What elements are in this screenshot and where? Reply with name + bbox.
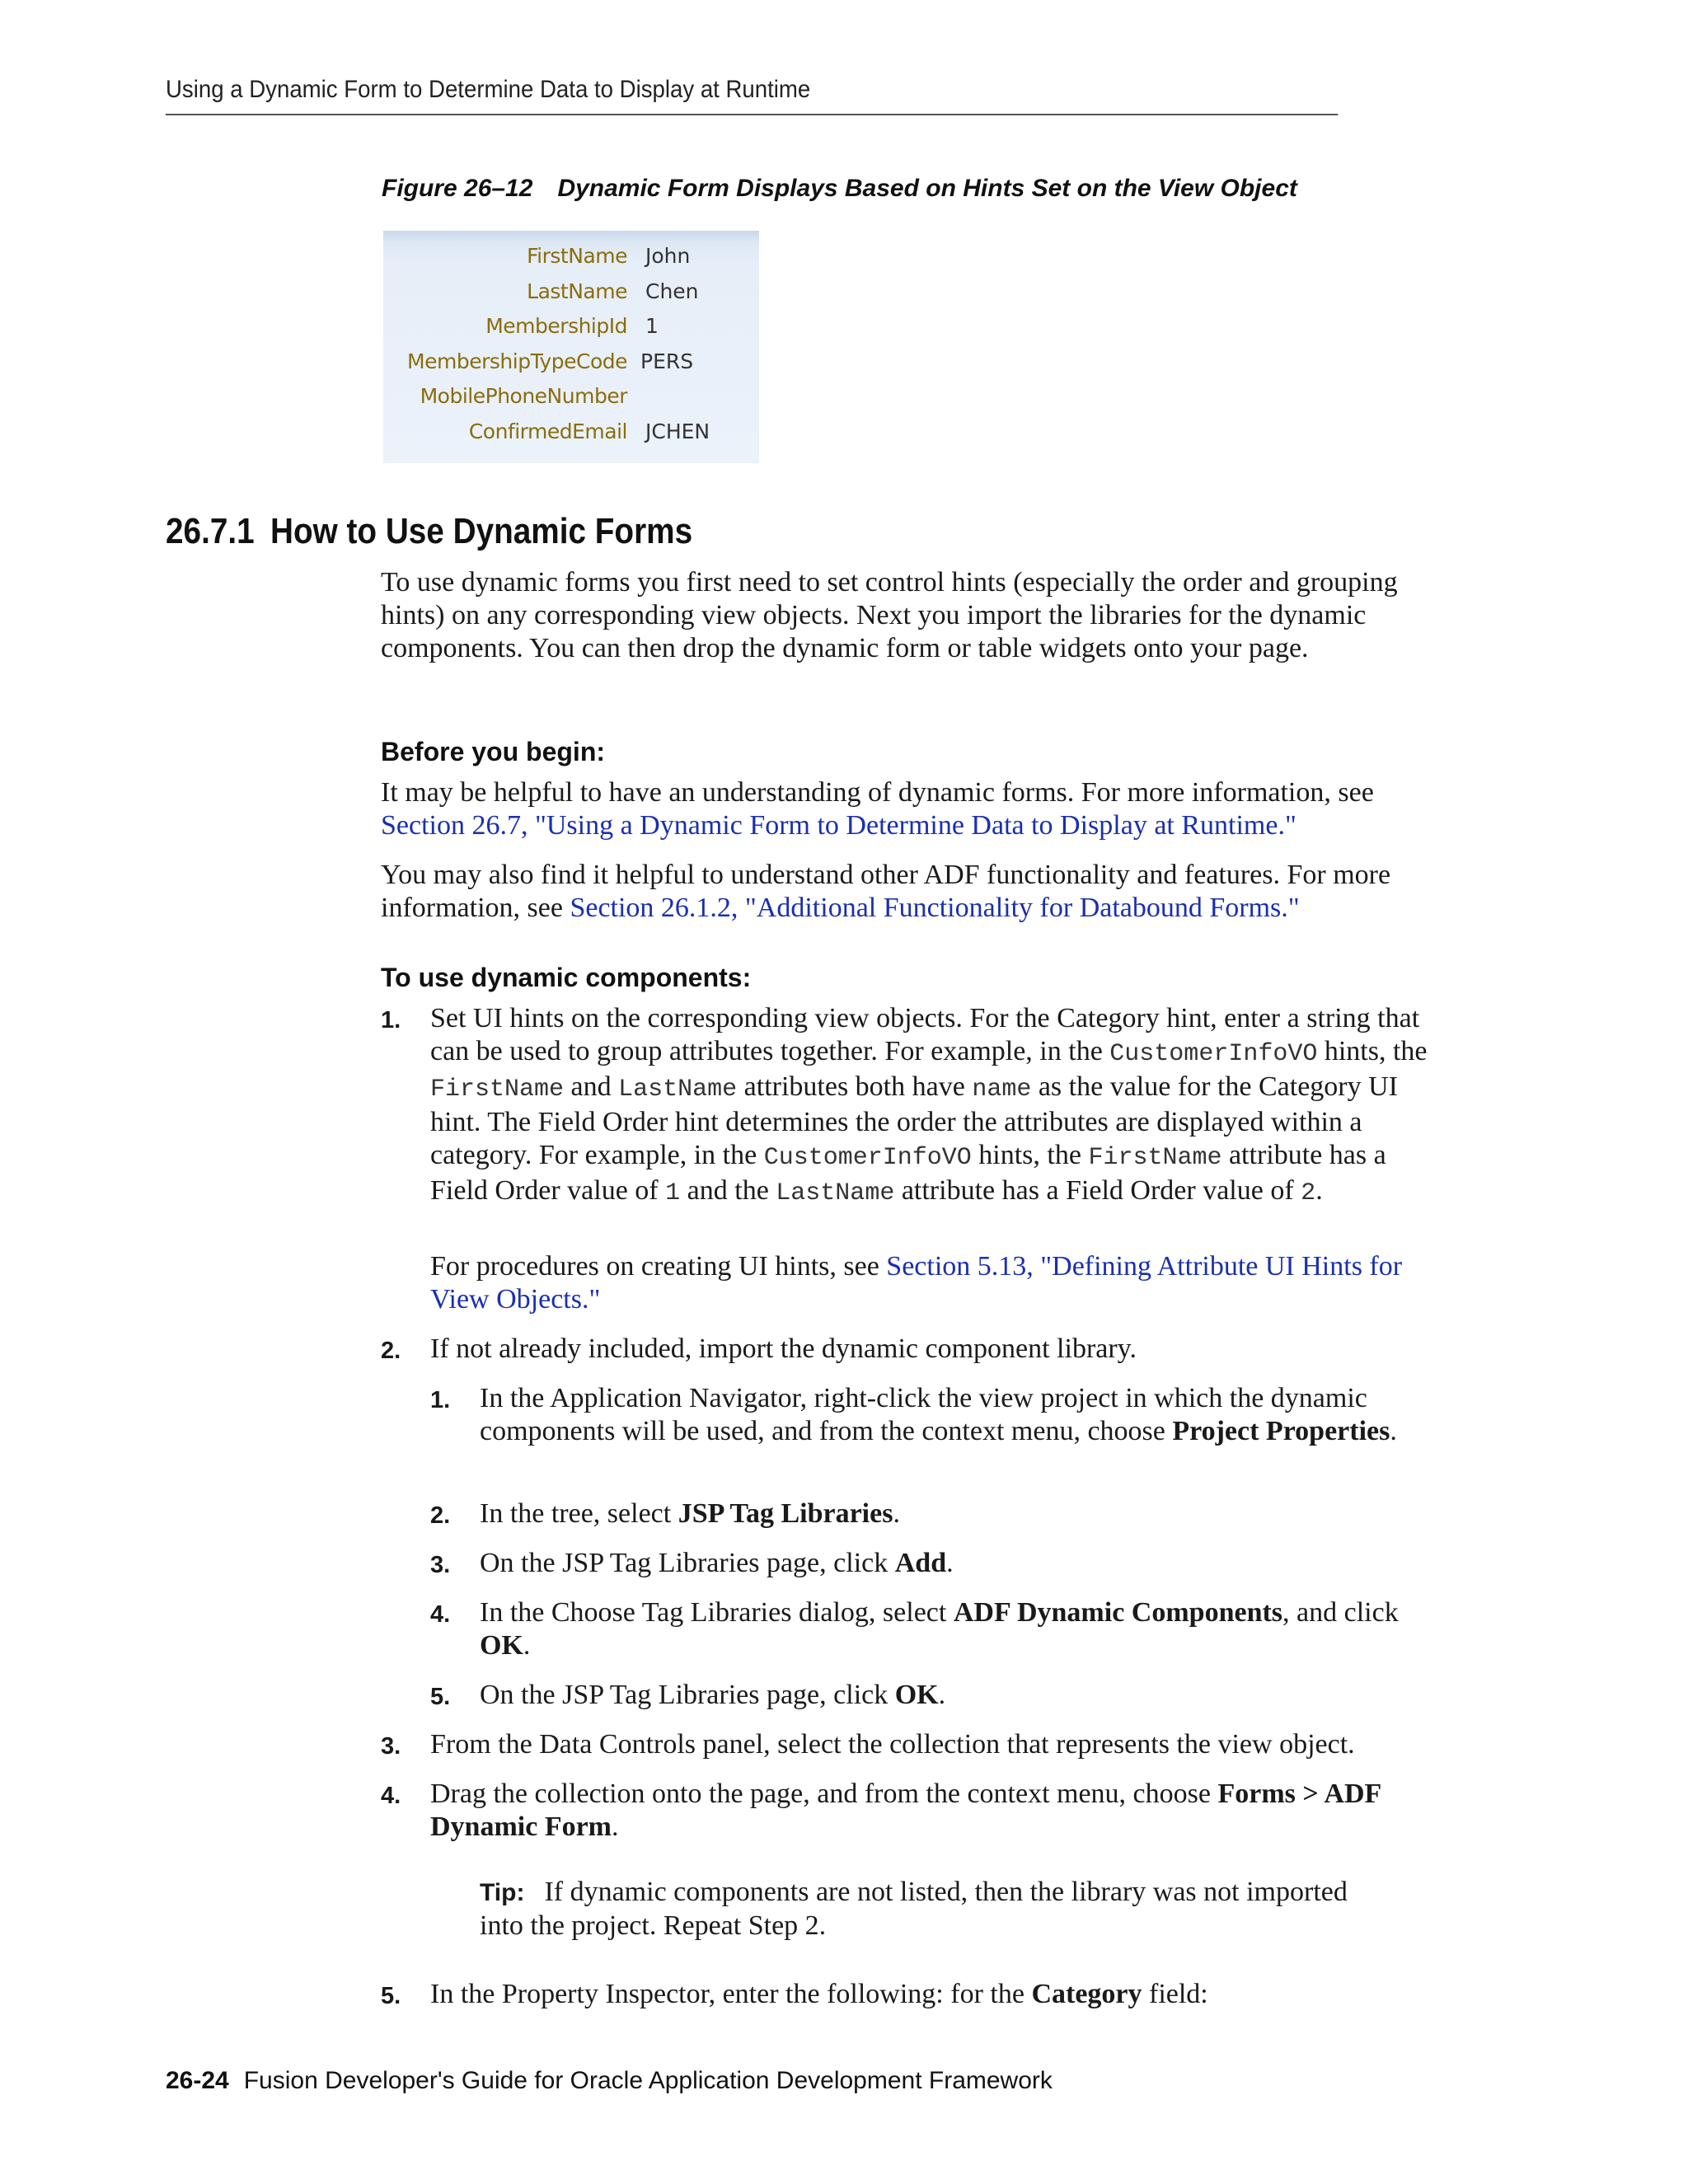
procedure-heading	[381, 963, 1444, 993]
form-row	[383, 343, 759, 378]
step-1-text-part: .	[1315, 1175, 1323, 1206]
section-26-7-link[interactable]: Section 26.7, "Using a Dynamic Form to Determine Data to Display at Runtime."	[381, 810, 1296, 841]
step-2-text: If not already included, import the dynamic component library.	[430, 1333, 1137, 1364]
substep-number: 4.	[430, 1601, 451, 1628]
substep-text	[480, 1497, 1444, 1530]
section-number: 26.7.1	[166, 511, 255, 551]
step-1-note	[430, 1250, 1444, 1316]
substep-text-part: On the JSP Tag Libraries page, click	[480, 1548, 895, 1578]
substep-5	[430, 1679, 1444, 1712]
step-4-text-part: Drag the collection onto the page, and from the context menu, choose	[430, 1779, 1218, 1809]
substep-text-part: , and click	[1282, 1597, 1399, 1628]
step-1-text-part: hints, the	[1317, 1036, 1428, 1066]
step-1-text-part: and	[564, 1071, 619, 1102]
field-label: FirstName	[527, 244, 627, 268]
section-26-1-2-link[interactable]: Section 26.1.2, "Additional Functionality for Databound Forms."	[570, 893, 1300, 923]
step-2	[381, 1333, 1444, 1366]
field-value: Chen	[645, 279, 699, 303]
step-5-text	[430, 1978, 1444, 2011]
before-text-2: You may also find it helpful to understand other ADF functionality and features. For more information, see	[381, 860, 1391, 923]
step-3	[381, 1728, 1444, 1761]
substep-2	[430, 1497, 1444, 1530]
code-term: CustomerInfoVO	[763, 1144, 972, 1172]
procedure-title: To use dynamic components:	[381, 963, 752, 992]
code-term: name	[972, 1076, 1032, 1104]
substep-text-part: .	[523, 1630, 531, 1661]
tip-text: If dynamic components are not listed, then the library was not imported into the project. Repeat Step 2.	[480, 1877, 1348, 1941]
substep-text-part: .	[946, 1548, 954, 1578]
before-paragraph-1	[381, 776, 1444, 842]
step-1-text-part: Set UI hints on the corresponding view objects. For the Category hint, enter a string that can be used to group attributes together. For example, in the	[430, 1003, 1420, 1066]
substep-text	[480, 1679, 1444, 1712]
ui-term: JSP Tag Libraries	[678, 1498, 893, 1529]
page-footer	[166, 2067, 1053, 2095]
dynamic-form-screenshot	[383, 231, 759, 463]
step-number: 2.	[381, 1338, 401, 1364]
step-number: 1.	[381, 1007, 401, 1033]
note-text: For procedures on creating UI hints, see	[430, 1251, 887, 1282]
before-heading: Before you begin:	[381, 737, 606, 766]
ui-term: Category	[1031, 1979, 1142, 2009]
substep-text-part: On the JSP Tag Libraries page, click	[480, 1680, 895, 1710]
substep-number: 2.	[430, 1502, 451, 1529]
step-3-text: From the Data Controls panel, select the collection that represents the view object.	[430, 1729, 1355, 1760]
substep-number: 5.	[430, 1684, 451, 1710]
field-label: LastName	[527, 279, 627, 303]
code-term: LastName	[776, 1179, 895, 1207]
step-1-text-part: as the value for the Category UI hint. The Field Order hint determines the order the attributes are displayed within a category. For example, in the	[430, 1071, 1399, 1170]
section-heading	[166, 511, 692, 552]
form-row	[383, 273, 759, 308]
book-title: Fusion Developer's Guide for Oracle Application Development Framework	[243, 2067, 1053, 2094]
field-value: JCHEN	[645, 419, 710, 443]
ui-term: Add	[894, 1548, 947, 1578]
figure-caption	[382, 175, 1297, 203]
code-term: CustomerInfoVO	[1109, 1040, 1318, 1068]
code-term: FirstName	[1088, 1144, 1222, 1172]
field-value: 1	[645, 314, 659, 339]
step-number: 3.	[381, 1733, 401, 1760]
substep-text-part: In the Application Navigator, right-click the view project in which the dynamic components will be used, and from the context menu, choose	[480, 1383, 1367, 1446]
step-1-text-part: hints, the	[971, 1140, 1089, 1170]
figure-title: Dynamic Form Displays Based on Hints Set on the View Object	[557, 175, 1297, 202]
tip-box	[480, 1876, 1353, 1943]
form-row	[383, 307, 759, 343]
code-term: 1	[665, 1179, 681, 1207]
intro-paragraph: To use dynamic forms you first need to set control hints (especially the order and grouping hints) on any corresponding view objects. Next you import the libraries for the dynamic components. You can then drop the dynamic form or table widgets onto your page.	[381, 567, 1398, 663]
substep-number: 3.	[430, 1552, 451, 1578]
field-value: PERS	[640, 349, 694, 373]
step-1-text-part: attribute has a Field Order value of	[894, 1175, 1301, 1206]
substep-text-part: In the tree, select	[480, 1498, 678, 1529]
substep-3	[430, 1547, 1444, 1580]
substep-1	[430, 1382, 1444, 1448]
step-1	[381, 1002, 1444, 1210]
substep-text-part: .	[938, 1680, 946, 1710]
ui-term: ADF Dynamic Components	[953, 1597, 1283, 1628]
substep-number: 1.	[430, 1387, 451, 1413]
field-label: MembershipTypeCode	[407, 349, 627, 373]
step-5-text-part: In the Property Inspector, enter the following: for the	[430, 1979, 1032, 2009]
form-row	[383, 413, 759, 448]
ui-term: OK	[480, 1630, 523, 1661]
field-value: John	[645, 244, 691, 268]
field-label: ConfirmedEmail	[468, 419, 627, 443]
before-text-1: It may be helpful to have an understanding of dynamic forms. For more information, see	[381, 777, 1374, 808]
running-title: Using a Dynamic Form to Determine Data to Display at Runtime	[166, 76, 811, 103]
step-number: 5.	[381, 1983, 401, 2009]
substep-text	[480, 1382, 1444, 1448]
before-you-begin-heading	[381, 737, 1444, 767]
code-term: FirstName	[430, 1076, 565, 1104]
step-number: 4.	[381, 1783, 401, 1809]
substep-4	[430, 1596, 1444, 1662]
step-1-text	[430, 1002, 1444, 1210]
substep-text-part: .	[893, 1498, 900, 1529]
step-4	[381, 1778, 1444, 1844]
before-paragraph-2	[381, 859, 1444, 925]
step-4-text	[430, 1778, 1444, 1844]
form-row	[383, 237, 759, 273]
substep-text-part: In the Choose Tag Libraries dialog, select	[480, 1597, 954, 1628]
step-5	[381, 1978, 1444, 2011]
substep-text	[480, 1596, 1444, 1662]
running-header	[166, 76, 1338, 115]
page-number: 26-24	[166, 2067, 229, 2094]
step-1-text-part: and the	[680, 1175, 776, 1206]
ui-term: Project Properties	[1172, 1416, 1390, 1446]
section-intro	[381, 566, 1444, 665]
ui-term: OK	[894, 1680, 939, 1710]
code-term: LastName	[618, 1076, 738, 1104]
code-term: 2	[1301, 1179, 1316, 1207]
section-title: How to Use Dynamic Forms	[270, 511, 693, 551]
substep-text	[480, 1547, 1444, 1580]
form-row	[383, 377, 759, 413]
field-label: MembershipId	[485, 314, 627, 339]
figure-number: Figure 26–12	[382, 175, 533, 202]
tip-label: Tip:	[480, 1879, 525, 1906]
section-5-13-link[interactable]: Section 5.13, "Defining Attribute UI Hints for View Objects."	[430, 1251, 1403, 1315]
field-label: MobilePhoneNumber	[420, 384, 627, 409]
step-5-text-part: field:	[1142, 1979, 1208, 2009]
substep-text-part: .	[1390, 1416, 1397, 1446]
ui-term: Forms > ADF Dynamic Form	[430, 1779, 1381, 1842]
step-4-text-part: .	[612, 1811, 619, 1842]
step-1-text-part: attribute has a Field Order value of	[430, 1140, 1386, 1206]
step-1-text-part: attributes both have	[737, 1071, 973, 1102]
